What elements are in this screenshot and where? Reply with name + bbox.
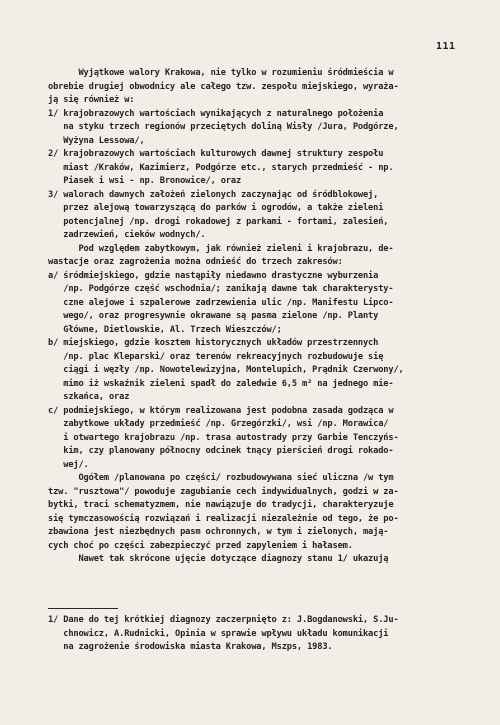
text-line: zadrzewień, cieków wodnych/. — [48, 230, 206, 240]
text-line: c/ podmiejskiego, w którym realizowana jest podobna zasada godząca w — [48, 405, 394, 416]
text-line: bytki, traci schematyzmem, nie nawiązuje do tradycji, charakteryzuje — [48, 500, 394, 510]
text-line: 1/ krajobrazowych wartościach wynikających z naturalnego położenia — [48, 108, 384, 119]
text-line: mimo iż wskaźnik zieleni spadł do zaledwie 6,5 m² na jednego mie- — [48, 378, 394, 389]
text-line: potencjalnej /np. drogi rokadowej z parkami - fortami, zalesień, — [48, 216, 389, 227]
text-line: ciągi i węzły /np. Nowotelewizyjna, Montelupich, Prądnik Czerwony/, — [48, 365, 404, 375]
page-number: 111 — [436, 41, 456, 52]
text-line: tzw. "rusztowa"/ powoduje zagubianie cech indywidualnych, godzi w za- — [48, 486, 399, 497]
text-line: Wyjątkowe walory Krakowa, nie tylko w rozumieniu śródmieścia w — [48, 68, 394, 78]
text-line: /np. plac Kleparski/ oraz terenów rekreacyjnych rozbudowuje się — [48, 351, 384, 362]
text-line: zabytkowe układy przedmieść /np. Grzegórzki/, wsi /np. Morawica/ — [48, 419, 389, 429]
text-line: wastacje oraz zagrożenia można odnieść do trzech zakresów: — [48, 257, 343, 267]
text-line: cych choć po części zabezpieczyć przed zapyleniem i hałasem. — [48, 540, 353, 551]
footnote-divider — [48, 608, 118, 609]
text-line: Główne, Dietlowskie, Al. Trzech Wieszczów/; — [48, 324, 282, 335]
text-line: Wyżyna Lessowa/, — [48, 135, 145, 146]
footnote-line: na zagrożenie środowiska miasta Krakowa, Mszps, 1983. — [48, 642, 333, 652]
text-line: miast /Kraków, Kazimierz, Podgórze etc., starych przedmieść - np. — [48, 162, 394, 173]
footnote-line: chnowicz, A.Rudnicki, Opinia w sprawie wpływu układu komunikacji — [48, 628, 389, 639]
text-line: wej/. — [48, 459, 89, 470]
text-line: się tymczasowością rozwiązań i realizacji niezależnie od tego, że po- — [48, 513, 399, 524]
text-line: kim, czy planowany północny odcinek tnący pierścień drogi rokado- — [48, 446, 394, 456]
footnote — [48, 614, 458, 655]
text-line: /np. Podgórze część wschodnia/; zanikają dawne tak charakterysty- — [48, 284, 394, 294]
text-line: szkańca, oraz — [48, 392, 130, 402]
text-line: czne alejowe i szpalerowe zadrzewienia ulic /np. Manifestu Lipco- — [48, 297, 394, 308]
text-line: przez alejową towarzyszącą do parków i ogrodów, a także zieleni — [48, 203, 384, 213]
text-line: a/ śródmiejskiego, gdzie nastąpiły niedawno drastyczne wyburzenia — [48, 270, 379, 281]
body-text — [48, 67, 458, 567]
text-line: zbawiona jest niezbędnych pasm ochronnych, w tym i zielonych, mają- — [48, 527, 389, 537]
text-line: Ogółem /planowana po części/ rozbudowywana sieć uliczna /w tym — [48, 473, 394, 483]
text-line: Nawet tak skrócone ujęcie dotyczące diagnozy stanu 1/ ukazują — [48, 554, 389, 564]
text-line: ją się również w: — [48, 95, 135, 105]
text-line: Piasek i wsi - np. Bronowice/, oraz — [48, 176, 242, 186]
text-line: Pod względem zabytkowym, jak również zieleni i krajobrazu, de- — [48, 243, 394, 254]
footnote-line: 1/ Dane do tej krótkiej diagnozy zaczerpnięto z: J.Bogdanowski, S.Ju- — [48, 615, 399, 625]
text-line: obrebie drugiej obwodnicy ale całego tzw. zespołu miejskiego, wyraża- — [48, 81, 399, 92]
text-line: i otwartego krajobrazu /np. trasa autostrady przy Garbie Tenczyńs- — [48, 432, 399, 443]
text-line: 3/ walorach dawnych założeń zielonych zaczynając od śródblokowej, — [48, 189, 379, 200]
text-line: na styku trzech regionów przeciętych doliną Wisły /Jura, Podgórze, — [48, 122, 399, 132]
text-line: 2/ krajobrazowych wartościach kulturowych dawnej struktury zespołu — [48, 149, 384, 159]
text-line: wego/, oraz progresywnie okrawane są pasma zielone /np. Planty — [48, 311, 379, 321]
text-line: b/ miejskiego, gdzie kosztem historycznych układów przestrzennych — [48, 338, 379, 348]
